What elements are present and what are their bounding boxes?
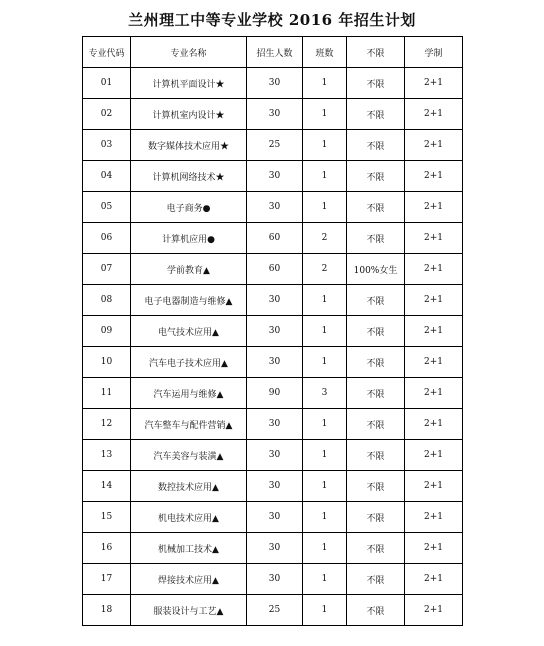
cell-code: 07 — [83, 254, 131, 285]
cell-limit: 100%女生 — [347, 254, 405, 285]
cell-limit: 不限 — [347, 378, 405, 409]
cell-name: 焊接技术应用▲ — [131, 564, 247, 595]
cell-code: 17 — [83, 564, 131, 595]
cell-code: 05 — [83, 192, 131, 223]
cell-classes: 1 — [303, 347, 347, 378]
cell-years: 2+1 — [405, 99, 463, 130]
cell-classes: 1 — [303, 440, 347, 471]
cell-years: 2+1 — [405, 502, 463, 533]
cell-limit: 不限 — [347, 502, 405, 533]
cell-years: 2+1 — [405, 223, 463, 254]
cell-name: 服装设计与工艺▲ — [131, 595, 247, 626]
cell-classes: 1 — [303, 161, 347, 192]
cell-code: 10 — [83, 347, 131, 378]
table-row — [83, 440, 463, 471]
cell-limit: 不限 — [347, 130, 405, 161]
cell-years: 2+1 — [405, 564, 463, 595]
cell-count: 90 — [247, 378, 303, 409]
cell-count: 25 — [247, 595, 303, 626]
cell-count: 30 — [247, 347, 303, 378]
cell-name: 计算机室内设计★ — [131, 99, 247, 130]
cell-code: 03 — [83, 130, 131, 161]
cell-count: 30 — [247, 409, 303, 440]
cell-limit: 不限 — [347, 161, 405, 192]
cell-limit: 不限 — [347, 192, 405, 223]
table-row — [83, 409, 463, 440]
table-row — [83, 68, 463, 99]
table-row — [83, 99, 463, 130]
cell-years: 2+1 — [405, 192, 463, 223]
cell-count: 30 — [247, 161, 303, 192]
cell-name: 汽车美容与装潢▲ — [131, 440, 247, 471]
cell-code: 02 — [83, 99, 131, 130]
table-row — [83, 471, 463, 502]
cell-count: 30 — [247, 533, 303, 564]
cell-years: 2+1 — [405, 378, 463, 409]
cell-years: 2+1 — [405, 595, 463, 626]
cell-code: 09 — [83, 316, 131, 347]
cell-classes: 1 — [303, 99, 347, 130]
cell-years: 2+1 — [405, 347, 463, 378]
table-row — [83, 254, 463, 285]
cell-count: 30 — [247, 316, 303, 347]
cell-code: 14 — [83, 471, 131, 502]
cell-classes: 2 — [303, 254, 347, 285]
cell-name: 数字媒体技术应用★ — [131, 130, 247, 161]
cell-classes: 1 — [303, 409, 347, 440]
cell-classes: 1 — [303, 192, 347, 223]
cell-name: 机电技术应用▲ — [131, 502, 247, 533]
cell-name: 电子商务● — [131, 192, 247, 223]
cell-years: 2+1 — [405, 409, 463, 440]
table-row — [83, 161, 463, 192]
header-code: 专业代码 — [83, 37, 131, 68]
cell-years: 2+1 — [405, 254, 463, 285]
cell-name: 汽车电子技术应用▲ — [131, 347, 247, 378]
cell-limit: 不限 — [347, 471, 405, 502]
cell-count: 30 — [247, 471, 303, 502]
cell-years: 2+1 — [405, 440, 463, 471]
cell-code: 11 — [83, 378, 131, 409]
page-title: 兰州理工中等专业学校 2016 年招生计划 — [128, 11, 416, 29]
header-limit: 不限 — [347, 37, 405, 68]
cell-limit: 不限 — [347, 533, 405, 564]
cell-limit: 不限 — [347, 316, 405, 347]
cell-count: 30 — [247, 502, 303, 533]
cell-limit: 不限 — [347, 285, 405, 316]
cell-code: 12 — [83, 409, 131, 440]
table-row — [83, 285, 463, 316]
cell-classes: 1 — [303, 502, 347, 533]
cell-classes: 1 — [303, 533, 347, 564]
cell-count: 25 — [247, 130, 303, 161]
cell-name: 机械加工技术▲ — [131, 533, 247, 564]
cell-code: 04 — [83, 161, 131, 192]
cell-limit: 不限 — [347, 347, 405, 378]
table-row — [83, 378, 463, 409]
cell-years: 2+1 — [405, 130, 463, 161]
cell-code: 08 — [83, 285, 131, 316]
table-row — [83, 130, 463, 161]
table-body — [83, 68, 463, 626]
cell-name: 数控技术应用▲ — [131, 471, 247, 502]
table-header-row — [83, 37, 463, 68]
table-row — [83, 223, 463, 254]
cell-limit: 不限 — [347, 409, 405, 440]
cell-classes: 1 — [303, 564, 347, 595]
cell-code: 01 — [83, 68, 131, 99]
table-row — [83, 347, 463, 378]
cell-classes: 1 — [303, 471, 347, 502]
cell-limit: 不限 — [347, 595, 405, 626]
cell-count: 60 — [247, 254, 303, 285]
cell-name: 电气技术应用▲ — [131, 316, 247, 347]
cell-code: 15 — [83, 502, 131, 533]
table-row — [83, 502, 463, 533]
cell-classes: 3 — [303, 378, 347, 409]
cell-count: 30 — [247, 192, 303, 223]
header-years: 学制 — [405, 37, 463, 68]
enrollment-plan-table — [82, 36, 463, 626]
cell-count: 30 — [247, 564, 303, 595]
table-row — [83, 595, 463, 626]
cell-count: 30 — [247, 68, 303, 99]
cell-limit: 不限 — [347, 99, 405, 130]
cell-classes: 1 — [303, 595, 347, 626]
cell-classes: 1 — [303, 130, 347, 161]
cell-code: 13 — [83, 440, 131, 471]
cell-count: 30 — [247, 440, 303, 471]
table-row — [83, 316, 463, 347]
cell-limit: 不限 — [347, 68, 405, 99]
cell-name: 计算机平面设计★ — [131, 68, 247, 99]
cell-years: 2+1 — [405, 68, 463, 99]
cell-count: 30 — [247, 99, 303, 130]
cell-classes: 1 — [303, 285, 347, 316]
cell-count: 60 — [247, 223, 303, 254]
cell-limit: 不限 — [347, 223, 405, 254]
cell-years: 2+1 — [405, 161, 463, 192]
cell-code: 18 — [83, 595, 131, 626]
table-row — [83, 564, 463, 595]
cell-years: 2+1 — [405, 285, 463, 316]
table-row — [83, 192, 463, 223]
cell-years: 2+1 — [405, 533, 463, 564]
cell-name: 汽车运用与维修▲ — [131, 378, 247, 409]
cell-classes: 2 — [303, 223, 347, 254]
cell-years: 2+1 — [405, 471, 463, 502]
cell-name: 汽车整车与配件营销▲ — [131, 409, 247, 440]
header-count: 招生人数 — [247, 37, 303, 68]
cell-classes: 1 — [303, 68, 347, 99]
cell-name: 学前教育▲ — [131, 254, 247, 285]
cell-count: 30 — [247, 285, 303, 316]
table-row — [83, 533, 463, 564]
cell-limit: 不限 — [347, 564, 405, 595]
header-classes: 班数 — [303, 37, 347, 68]
cell-limit: 不限 — [347, 440, 405, 471]
cell-name: 计算机应用● — [131, 223, 247, 254]
cell-name: 电子电器制造与维修▲ — [131, 285, 247, 316]
cell-code: 16 — [83, 533, 131, 564]
header-name: 专业名称 — [131, 37, 247, 68]
cell-classes: 1 — [303, 316, 347, 347]
cell-name: 计算机网络技术★ — [131, 161, 247, 192]
cell-code: 06 — [83, 223, 131, 254]
cell-years: 2+1 — [405, 316, 463, 347]
